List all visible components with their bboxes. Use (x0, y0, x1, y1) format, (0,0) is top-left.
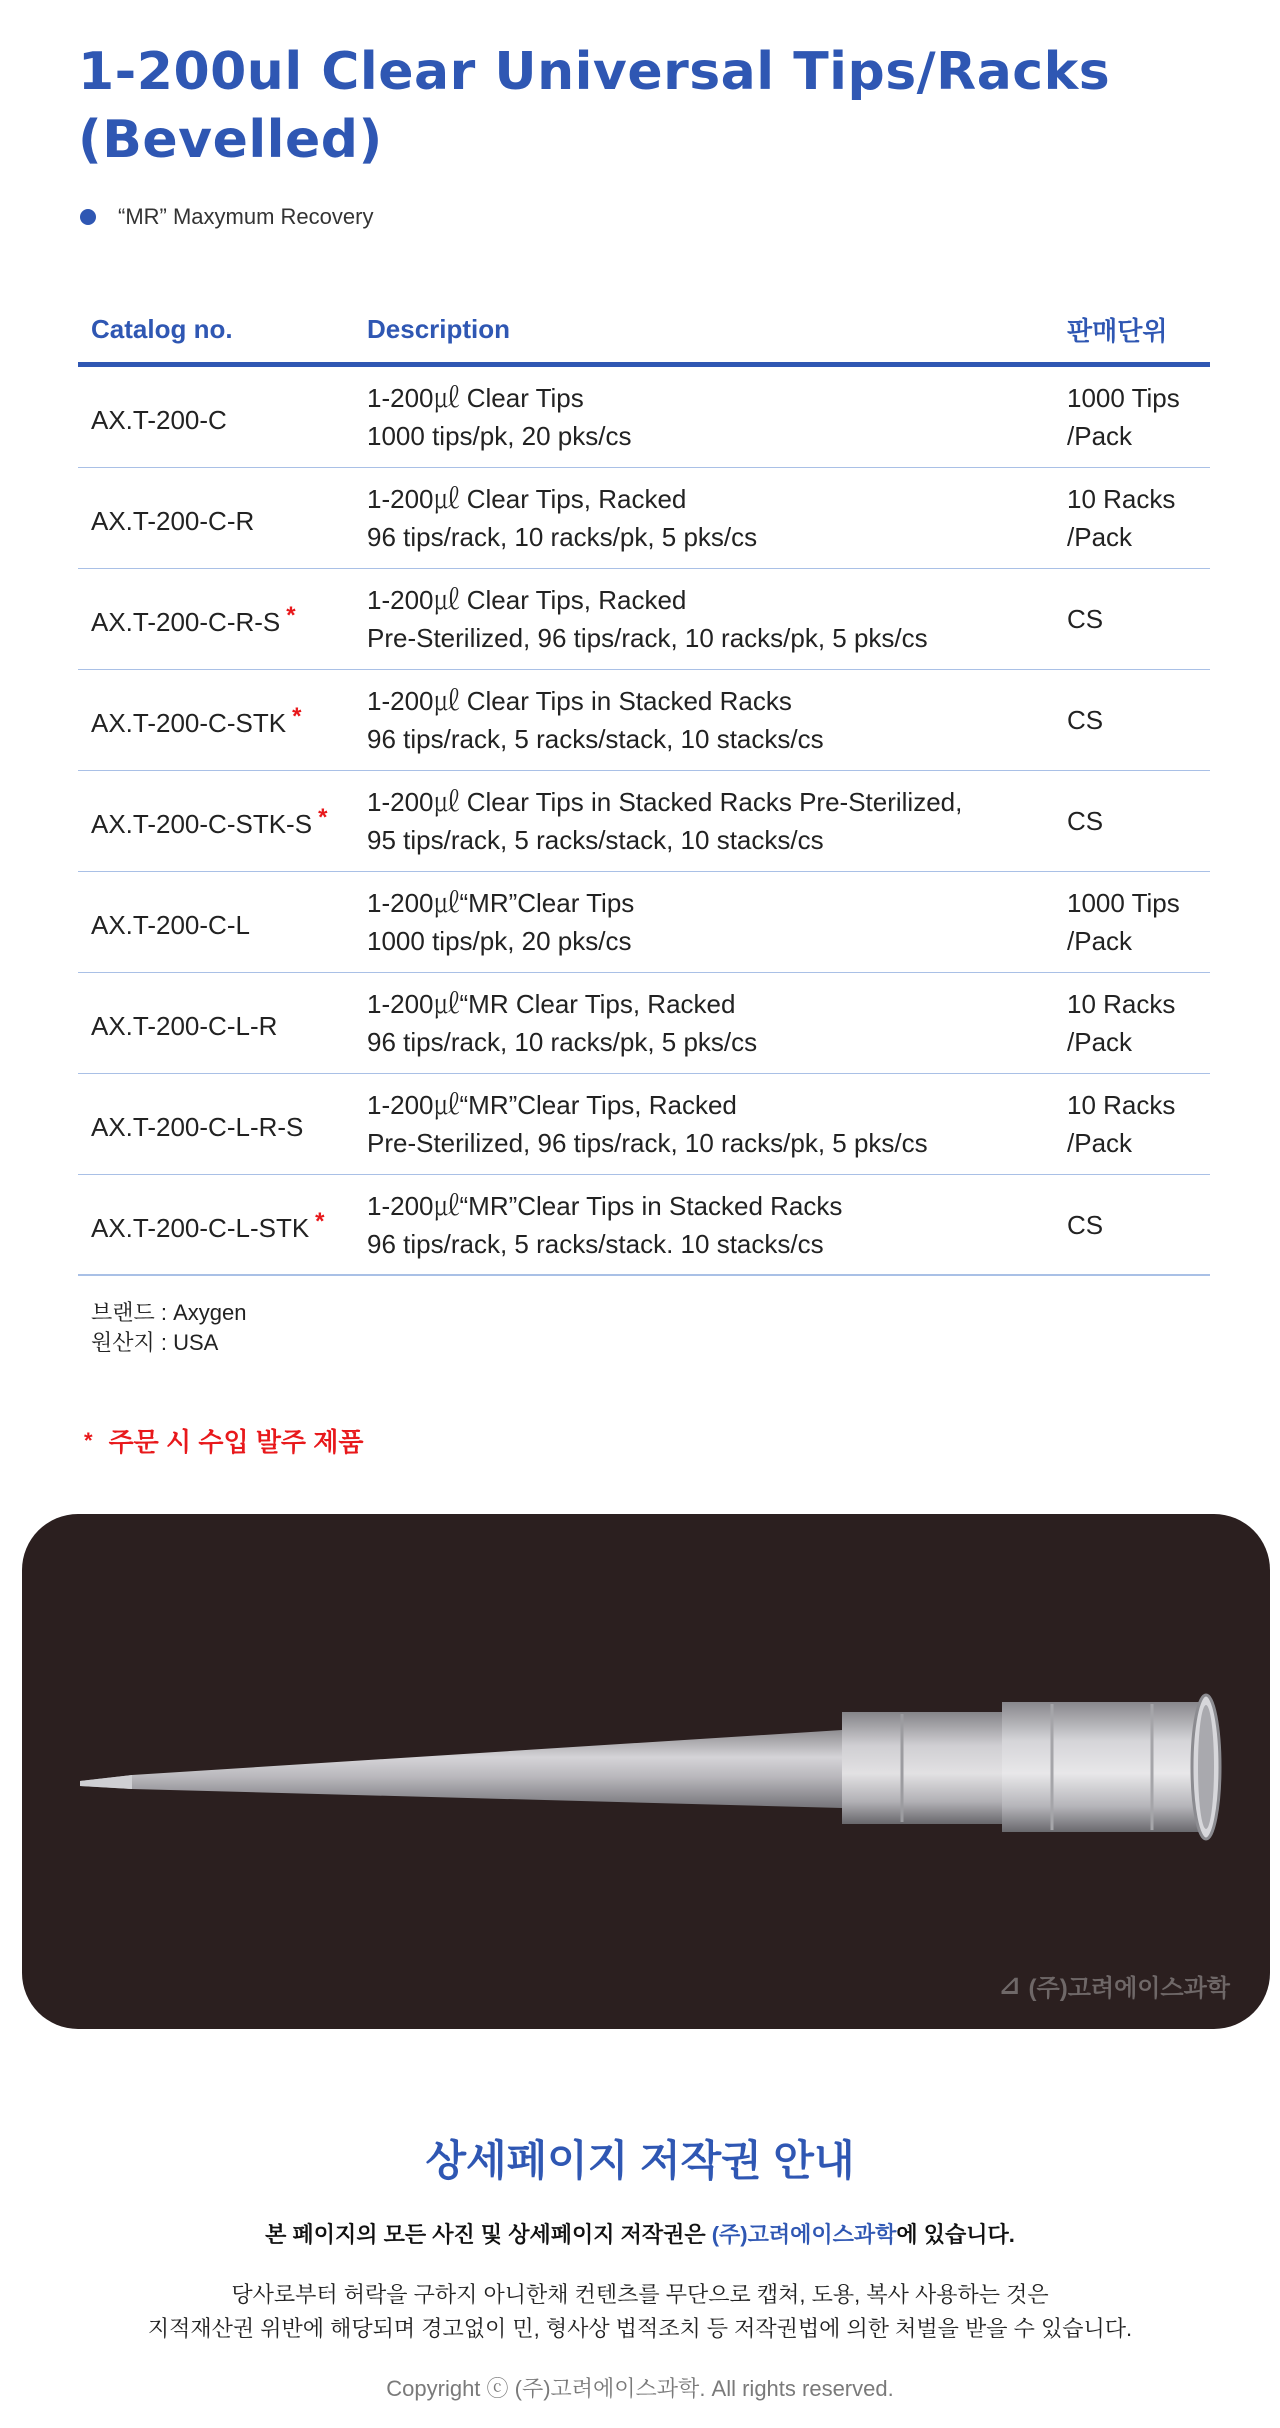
unit-cell (1054, 985, 1210, 1061)
copyright-warning-line-1: 당사로부터 허락을 구하지 아니한채 컨텐츠를 무단으로 캡쳐, 도용, 복사 사용하는 것은 (231, 2282, 1049, 2307)
description-cell (354, 1086, 1054, 1162)
description-line-2: 95 tips/rack, 5 racks/stack, 10 stacks/cs (367, 825, 824, 855)
catalog-cell (78, 1102, 354, 1146)
catalog-number: AX.T-200-C (91, 405, 227, 435)
catalog-number: AX.T-200-C-L-R-S (91, 1112, 304, 1142)
description-cell (354, 985, 1054, 1061)
description-line-1: 1-200㎕“MR Clear Tips, Racked (367, 989, 736, 1019)
catalog-number: AX.T-200-C-L-R (91, 1011, 278, 1041)
import-order-note (84, 1422, 364, 1459)
table-row (78, 1175, 1210, 1276)
description-cell (354, 1187, 1054, 1263)
title-line-1: 1-200ul Clear Universal Tips/Racks (78, 42, 1111, 102)
description-line-1: 1-200㎕ Clear Tips, Racked (367, 484, 687, 514)
unit-line-1: CS (1067, 604, 1104, 634)
header-unit: 판매단위 (1067, 315, 1168, 346)
catalog-number: AX.T-200-C-STK-S (91, 809, 313, 839)
origin-text: 원산지 : USA (91, 1330, 219, 1355)
bullet-text: “MR” Maxymum Recovery (118, 204, 374, 229)
table-row (78, 670, 1210, 771)
photo-watermark (999, 1968, 1230, 2003)
catalog-cell (78, 1203, 354, 1247)
unit-line-1: CS (1067, 705, 1104, 735)
copyright-warning (0, 2278, 1280, 2346)
table-row (78, 569, 1210, 670)
description-cell (354, 379, 1054, 455)
description-cell (354, 480, 1054, 556)
import-star: * (315, 1207, 325, 1235)
catalog-cell (78, 395, 354, 439)
unit-line-2: /Pack (1067, 1027, 1133, 1057)
product-photo (22, 1514, 1270, 2029)
table-row (78, 872, 1210, 973)
bullet-dot-icon (80, 209, 96, 225)
catalog-cell (78, 799, 354, 843)
header-catalog: Catalog no. (91, 313, 233, 344)
unit-line-1: CS (1067, 806, 1104, 836)
catalog-cell (78, 496, 354, 540)
unit-cell (1054, 1206, 1210, 1244)
description-cell (354, 884, 1054, 960)
copyright-footer: Copyright ⓒ (주)고려에이스과학. All rights reserved. (386, 2376, 894, 2401)
unit-line-1: 1000 Tips (1067, 383, 1180, 413)
unit-cell (1054, 480, 1210, 556)
import-star: * (286, 602, 296, 629)
unit-line-2: /Pack (1067, 522, 1133, 552)
unit-cell (1054, 379, 1210, 455)
table-body (78, 367, 1210, 1276)
table-row (78, 468, 1210, 569)
description-line-2: Pre-Sterilized, 96 tips/rack, 10 racks/pk, 5 pks/cs (367, 623, 928, 653)
copyright-statement-pre: 본 페이지의 모든 사진 및 상세페이지 저작권은 (265, 2222, 712, 2247)
header-description: Description (367, 313, 511, 344)
description-line-1: 1-200㎕“MR”Clear Tips (367, 888, 635, 918)
unit-line-1: 10 Racks (1067, 989, 1176, 1019)
table-header (78, 296, 1210, 367)
description-cell (354, 783, 1054, 859)
description-line-1: 1-200㎕ Clear Tips in Stacked Racks Pre-Sterilized, (367, 787, 963, 817)
description-line-1: 1-200㎕“MR”Clear Tips in Stacked Racks (367, 1190, 843, 1221)
description-line-2: 96 tips/rack, 10 racks/pk, 5 pks/cs (367, 522, 758, 552)
unit-line-1: 10 Racks (1067, 484, 1176, 514)
table-row (78, 367, 1210, 468)
catalog-cell (78, 900, 354, 944)
unit-line-1: CS (1067, 1209, 1104, 1240)
description-line-2: 1000 tips/pk, 20 pks/cs (367, 421, 632, 451)
catalog-number: AX.T-200-C-STK (91, 708, 287, 738)
table-row (78, 771, 1210, 872)
description-line-2: 96 tips/rack, 5 racks/stack, 10 stacks/cs (367, 724, 824, 754)
copyright-warning-line-2: 지적재산권 위반에 해당되며 경고없이 민, 형사상 법적조치 등 저작권법에 의한 처벌을 받을 수 있습니다. (147, 2316, 1133, 2341)
watermark-text: (주)고려에이스과학 (1028, 1975, 1230, 2002)
description-line-1: 1-200㎕ Clear Tips (367, 383, 584, 413)
product-table (78, 296, 1210, 1276)
catalog-cell (78, 1001, 354, 1045)
description-line-1: 1-200㎕ Clear Tips in Stacked Racks (367, 686, 792, 716)
unit-line-2: /Pack (1067, 926, 1133, 956)
page-title (78, 38, 1178, 174)
unit-cell (1054, 1086, 1210, 1162)
copyright-title: 상세페이지 저작권 안내 (425, 2137, 855, 2184)
unit-line-2: /Pack (1067, 1128, 1133, 1158)
catalog-number: AX.T-200-C-R-S (91, 607, 281, 637)
copyright-company: (주)고려에이스과학 (711, 2222, 897, 2247)
feature-bullet (80, 200, 373, 234)
product-meta (91, 1298, 246, 1358)
unit-cell (1054, 802, 1210, 840)
import-star: * (318, 804, 328, 831)
description-cell (354, 581, 1054, 657)
note-star: * (84, 1427, 93, 1453)
description-line-2: 96 tips/rack, 10 racks/pk, 5 pks/cs (367, 1027, 758, 1057)
unit-line-2: /Pack (1067, 421, 1133, 451)
title-line-2: (Bevelled) (78, 110, 383, 170)
copyright-statement (0, 2218, 1280, 2249)
catalog-number: AX.T-200-C-L-STK (91, 1212, 310, 1243)
description-line-1: 1-200㎕ Clear Tips, Racked (367, 585, 687, 615)
catalog-cell (78, 698, 354, 742)
description-line-2: 96 tips/rack, 5 racks/stack. 10 stacks/cs (367, 1228, 824, 1259)
description-line-2: Pre-Sterilized, 96 tips/rack, 10 racks/pk, 5 pks/cs (367, 1128, 928, 1158)
brand-text: 브랜드 : Axygen (91, 1300, 247, 1325)
unit-cell (1054, 701, 1210, 739)
catalog-number: AX.T-200-C-L (91, 910, 250, 940)
company-logo-icon: ⊿ (998, 1970, 1021, 2000)
unit-cell (1054, 884, 1210, 960)
description-cell (354, 682, 1054, 758)
description-line-2: 1000 tips/pk, 20 pks/cs (367, 926, 632, 956)
description-line-1: 1-200㎕“MR”Clear Tips, Racked (367, 1090, 737, 1120)
unit-cell (1054, 600, 1210, 638)
table-row (78, 1074, 1210, 1175)
unit-line-1: 1000 Tips (1067, 888, 1180, 918)
import-star: * (292, 703, 302, 730)
note-text: 주문 시 수입 발주 제품 (108, 1427, 364, 1457)
copyright-statement-post: 에 있습니다. (896, 2222, 1015, 2247)
catalog-number: AX.T-200-C-R (91, 506, 255, 536)
unit-line-1: 10 Racks (1067, 1090, 1176, 1120)
pipette-tip-image (22, 1514, 1270, 2029)
catalog-cell (78, 597, 354, 641)
table-row (78, 973, 1210, 1074)
